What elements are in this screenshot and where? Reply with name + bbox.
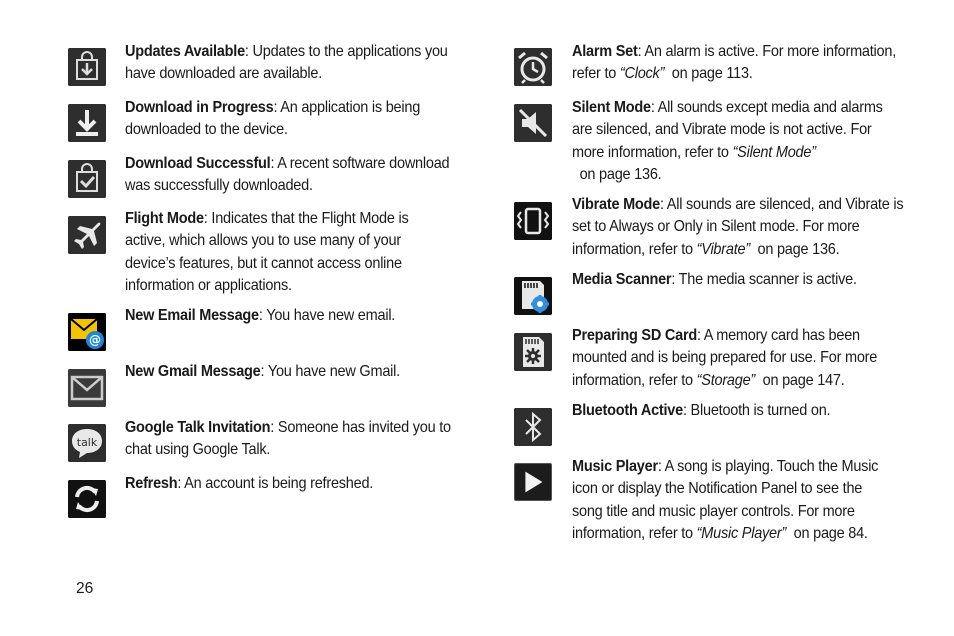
entry-text: : An alarm is active. For more information, refer to — [572, 43, 897, 83]
new-email-icon — [68, 313, 106, 351]
entry-text: : Updates to the applications you have downloaded are available. — [125, 43, 448, 83]
silent-mode-icon — [514, 104, 552, 142]
entry-text: : You have new email. — [258, 307, 396, 324]
entry-reference: “Music Player” — [696, 524, 787, 542]
entry-term: New Gmail Message — [125, 363, 261, 380]
new-gmail-icon — [68, 369, 106, 407]
entry-page-ref: on page 113. — [664, 65, 753, 83]
entry-term: Flight Mode — [125, 210, 204, 227]
entry-term: Vibrate Mode — [572, 196, 661, 213]
entry-term: Refresh — [125, 475, 178, 492]
entry-text: : All sounds are silenced, and Vibrate is set to Always or Only in Silent mode. For more information, refer to — [572, 196, 904, 258]
entry-term: Silent Mode — [572, 99, 651, 116]
entry-description — [125, 305, 456, 327]
entry-description — [572, 41, 912, 86]
preparing-sd-card-icon — [514, 333, 552, 371]
entry-text: : Bluetooth is turned on. — [682, 402, 831, 419]
entry-description — [125, 473, 456, 495]
entry-description — [572, 194, 912, 261]
entry-page-ref: on page 147. — [755, 371, 845, 389]
entry-text: : An application is being downloaded to the device. — [125, 99, 421, 139]
entry-text: : Someone has invited you to chat using Google Talk. — [125, 419, 451, 459]
media-scanner-icon — [514, 277, 552, 315]
entry-reference: “Silent Mode” — [732, 143, 816, 161]
entry-term: Preparing SD Card — [572, 327, 697, 344]
entry-term: Updates Available — [125, 43, 245, 60]
music-player-icon — [514, 463, 552, 501]
entry-description — [572, 400, 912, 422]
entry-text: : A memory card has been mounted and is being prepared for use. For more information, refer to — [572, 327, 878, 389]
entry-description — [572, 269, 912, 291]
google-talk-icon — [68, 424, 106, 462]
alarm-icon — [514, 48, 552, 86]
entry-text: : Indicates that the Flight Mode is active, which allows you to use many of your device’s features, but it cannot access online information or applications. — [125, 210, 409, 294]
entry-term: Music Player — [572, 458, 658, 475]
svg-text:@: @ — [89, 333, 101, 347]
bluetooth-icon — [514, 408, 552, 446]
entry-description — [572, 97, 894, 186]
entry-term: New Email Message — [125, 307, 259, 324]
updates-available-icon — [68, 48, 106, 86]
entry-reference: “Vibrate” — [696, 240, 750, 258]
entry-text: : All sounds except media and alarms are silenced, and Vibrate mode is not active. For more information, refer to — [572, 99, 883, 161]
entry-text: : An account is being refreshed. — [177, 475, 374, 492]
entry-description — [125, 208, 428, 297]
entry-description — [572, 325, 894, 392]
entry-text: : A song is playing. Touch the Music icon or display the Notification Panel to see the song title and music player controls. For more information, refer to — [572, 458, 879, 542]
entry-text: : You have new Gmail. — [260, 363, 400, 380]
entry-reference: “Clock” — [619, 65, 665, 83]
entry-description — [572, 456, 894, 545]
google-talk-icon-label: talk — [76, 436, 98, 449]
entry-term: Google Talk Invitation — [125, 419, 271, 436]
entry-description — [125, 153, 456, 198]
download-in-progress-icon — [68, 104, 106, 142]
vibrate-mode-icon — [514, 202, 552, 240]
entry-description — [125, 97, 456, 142]
entry-description — [125, 41, 456, 86]
entry-page-ref: on page 136. — [749, 240, 840, 258]
download-successful-icon — [68, 160, 106, 198]
entry-page-ref: on page 84. — [786, 524, 868, 542]
entry-term: Bluetooth Active — [572, 402, 683, 419]
entry-term: Media Scanner — [572, 271, 672, 288]
entry-term: Alarm Set — [572, 43, 638, 60]
entry-term: Download Successful — [125, 155, 271, 172]
entry-reference: “Storage” — [696, 371, 756, 389]
page-number: 26 — [76, 580, 94, 597]
flight-mode-icon — [68, 216, 106, 254]
entry-text: : A recent software download was successfully downloaded. — [125, 155, 450, 195]
entry-description — [125, 361, 456, 383]
refresh-icon — [68, 480, 106, 518]
entry-page-ref: on page 136. — [572, 165, 662, 183]
entry-text: : The media scanner is active. — [671, 271, 857, 288]
entry-description — [125, 417, 456, 462]
entry-term: Download in Progress — [125, 99, 274, 116]
